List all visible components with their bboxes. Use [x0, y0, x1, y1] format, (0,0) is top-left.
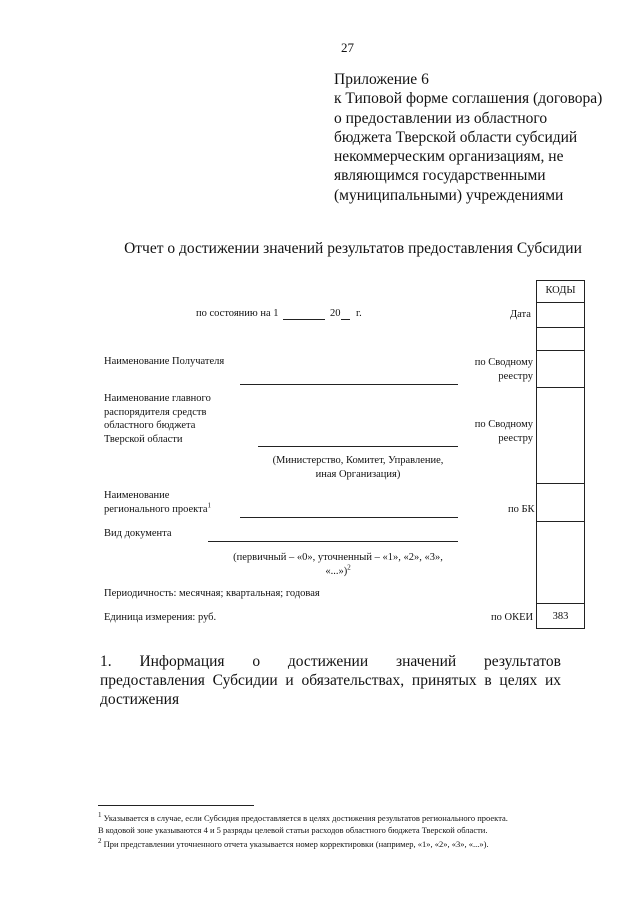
appendix-line: бюджета Тверской области субсидий	[334, 128, 578, 146]
appendix-line: являющимся государственными	[334, 167, 546, 185]
footnote-ref: 2	[347, 563, 351, 571]
section-heading-line: предоставления Субсидии и обязательствах, принятых в целях их	[100, 672, 561, 689]
recipient-line	[240, 384, 458, 385]
doc-type-hint-line: «...»)	[325, 565, 348, 577]
appendix-line: некоммерческим организациям, не	[334, 148, 564, 166]
footnote-mark: 1	[98, 811, 102, 820]
doc-type-label: Вид документа	[104, 528, 172, 539]
main-manager-line: Наименование главного	[104, 393, 211, 404]
main-manager-line: Тверской области	[104, 433, 183, 445]
main-manager-line: распорядителя средств	[104, 406, 207, 418]
codes-divider	[537, 483, 584, 484]
as-of-year-prefix: 20	[330, 308, 341, 319]
codes-divider	[537, 387, 584, 388]
ministry-hint-line: (Министерство, Комитет, Управление,	[272, 455, 444, 466]
appendix-line: Приложение 6	[334, 71, 429, 88]
footnote-text: При представлении уточненного отчета указывается номер корректировки (например, «1», «2», «3», «...»).	[103, 839, 489, 849]
okei-code: 383	[552, 611, 569, 622]
codes-divider	[537, 521, 584, 522]
year-blank	[341, 319, 350, 320]
svod-registry-line: по Сводному	[474, 419, 533, 430]
footnote-text: В кодовой зоне указываются 4 и 5 разряды целевой статьи расходов областного бюджета Тверской области.	[98, 825, 488, 835]
section-heading	[100, 652, 561, 709]
regional-project-rule	[240, 517, 458, 518]
okei-label: по ОКЕИ	[491, 612, 534, 623]
section-heading-line: достижения	[100, 691, 180, 708]
recipient-label: Наименование Получателя	[104, 356, 225, 367]
svod-registry-label-2	[440, 418, 533, 445]
footnote-ref: 1	[207, 501, 212, 509]
doc-type-rule	[208, 541, 458, 542]
codes-header: КОДЫ	[545, 285, 576, 296]
footnote-mark: 2	[98, 837, 102, 846]
appendix-line: о предоставлении из областного	[334, 109, 548, 127]
regional-project-line: регионального проекта	[104, 503, 208, 515]
main-manager-line: областного бюджета	[104, 420, 196, 431]
regional-project-line: Наименование	[104, 490, 170, 501]
svod-registry-line: реестру	[498, 432, 533, 444]
date-label: Дата	[510, 309, 531, 320]
codes-divider	[537, 327, 584, 328]
regional-project-label	[104, 489, 211, 516]
day-month-blank	[283, 319, 325, 320]
svod-registry-line: реестру	[498, 370, 533, 382]
doc-type-hint-line: (первичный – «0», уточненный – «1», «2», «3»,	[233, 552, 443, 563]
section-heading-line: 1. Информация о достижении значений результатов	[100, 653, 561, 670]
main-manager-line-rule	[258, 446, 458, 447]
codes-divider	[537, 302, 584, 303]
appendix-header	[334, 70, 634, 205]
report-title: Отчет о достижении значений результатов предоставления Субсидии	[124, 240, 582, 257]
codes-divider	[537, 350, 584, 351]
appendix-line: к Типовой форме соглашения (договора)	[334, 90, 603, 108]
bk-label: по БК	[508, 504, 535, 515]
ministry-hint	[258, 454, 458, 481]
footnote-1	[98, 812, 508, 836]
footnote-2	[98, 838, 489, 850]
page-number: 27	[341, 40, 354, 55]
as-of-suffix: г.	[356, 308, 362, 319]
periodicity-label: Периодичность: месячная; квартальная; годовая	[104, 588, 320, 599]
appendix-line: (муниципальными) учреждениями	[334, 186, 564, 204]
codes-table	[536, 280, 585, 629]
ministry-hint-line: иная Организация)	[315, 468, 401, 480]
as-of-prefix: по состоянию на 1	[196, 308, 279, 319]
footnote-separator	[98, 805, 254, 806]
unit-label: Единица измерения: руб.	[104, 612, 217, 623]
codes-divider	[537, 603, 584, 604]
doc-type-hint	[218, 551, 458, 578]
footnote-text: Указывается в случае, если Субсидия предоставляется в целях достижения результатов регионального проекта.	[103, 813, 508, 823]
svod-registry-line: по Сводному	[474, 357, 533, 368]
svod-registry-label	[440, 356, 533, 383]
main-manager-label	[104, 392, 211, 446]
